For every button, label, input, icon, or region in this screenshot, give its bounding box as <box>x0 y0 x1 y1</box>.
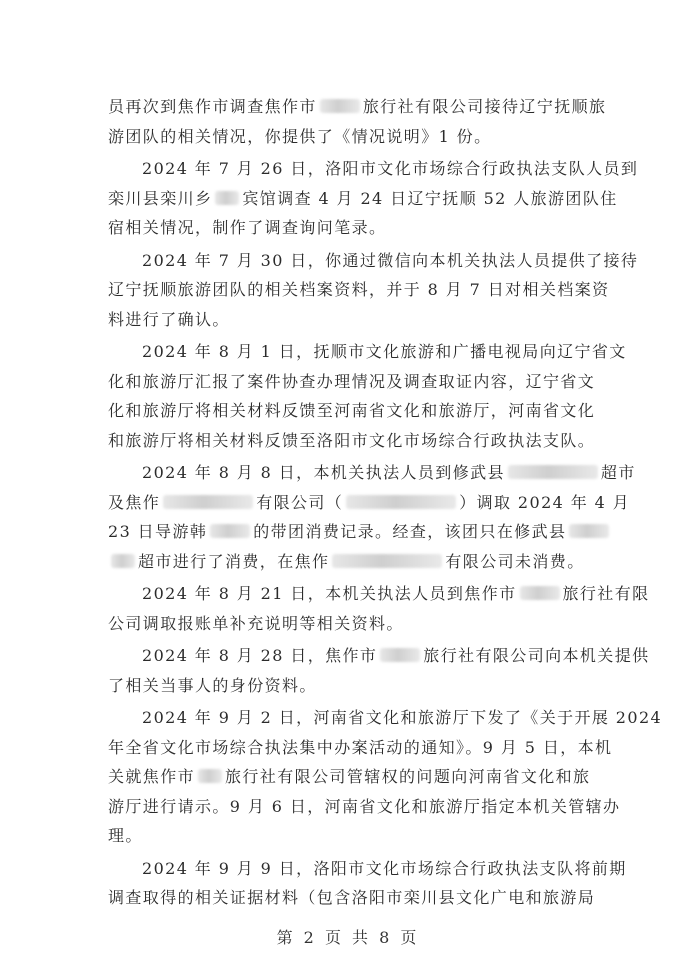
text-segment: 2024 年 9 月 2 日，河南省文化和旅游厅下发了《关于开展 2024 <box>142 708 663 727</box>
text-line <box>108 547 638 577</box>
paragraph <box>108 458 638 576</box>
text-segment: 员再次到焦作市调查焦作市 <box>108 97 317 116</box>
text-segment: 及焦作 <box>108 492 161 512</box>
redaction-blur <box>332 554 442 568</box>
paragraph <box>108 703 663 851</box>
text-segment: ）调取 2024 年 4 月 <box>459 492 631 512</box>
text-line <box>108 213 638 243</box>
text-segment: 理。 <box>108 826 143 845</box>
text-line <box>108 246 638 276</box>
text-segment: 23 日导游韩 <box>108 522 208 541</box>
redaction-blur <box>320 99 360 113</box>
redaction-blur <box>210 524 250 538</box>
text-line <box>108 792 638 822</box>
text-segment: 和旅游厅将相关材料反馈至洛阳市文化市场综合行政执法支队。 <box>108 430 596 450</box>
paragraph <box>108 854 638 913</box>
text-segment: 宿相关情况，制作了调查询问笔录。 <box>108 218 387 237</box>
text-segment: 旅行社有限 <box>562 584 650 603</box>
text-line <box>108 337 638 367</box>
paragraph <box>108 579 650 638</box>
text-line <box>108 396 638 426</box>
redaction-blur <box>520 586 560 600</box>
text-line <box>108 488 638 518</box>
text-line <box>108 426 638 456</box>
document-body <box>108 92 663 916</box>
text-segment: 年全省文化市场综合执法集中办案活动的通知》。9 月 5 日，本机 <box>108 737 613 757</box>
text-segment: 化和旅游厅汇报了案件协查办理情况及调查取证内容，辽宁省文 <box>108 371 596 391</box>
paragraph <box>108 337 638 455</box>
text-segment: 旅行社有限公司管辖权的问题向河南省文化和旅 <box>225 767 591 786</box>
text-segment: 有限公司未消费。 <box>445 551 585 571</box>
redaction-blur <box>569 524 609 538</box>
text-line <box>108 92 638 122</box>
text-segment: 料进行了确认。 <box>108 309 230 329</box>
paragraph <box>108 246 638 335</box>
text-segment: 2024 年 7 月 26 日，洛阳市文化市场综合行政执法支队人员到 <box>142 159 639 178</box>
text-segment: 超市 <box>600 463 636 482</box>
text-line <box>108 579 650 609</box>
text-segment: 游厅进行请示。9 月 6 日，河南省文化和旅游厅指定本机关管辖办 <box>108 796 621 816</box>
redaction-blur <box>163 495 253 509</box>
text-line <box>108 305 638 335</box>
text-line <box>108 854 638 884</box>
paragraph <box>108 641 650 700</box>
text-line <box>108 671 638 701</box>
text-line <box>108 641 650 671</box>
text-segment: 2024 年 9 月 9 日，洛阳市文化市场综合行政执法支队将前期 <box>142 858 627 878</box>
text-segment: 了相关当事人的身份资料。 <box>108 675 317 695</box>
redaction-blur <box>215 191 239 205</box>
text-segment: 的带团消费记录。经查，该团只在修武县 <box>253 522 567 541</box>
text-segment: 2024 年 7 月 30 日，你通过微信向本机关执法人员提供了接待 <box>142 250 639 270</box>
redaction-blur <box>508 465 598 479</box>
text-segment: 关就焦作市 <box>108 767 196 786</box>
text-segment: 2024 年 8 月 1 日，抚顺市文化旅游和广播电视局向辽宁省文 <box>142 342 627 361</box>
text-line <box>108 458 638 488</box>
text-segment: 化和旅游厅将相关材料反馈至河南省文化和旅游厅，河南省文化 <box>108 401 596 420</box>
text-segment: 旅行社有限公司向本机关提供 <box>423 646 650 665</box>
redaction-blur <box>198 769 222 783</box>
paragraph <box>108 92 638 151</box>
redaction-blur <box>111 554 135 568</box>
text-line <box>108 733 638 763</box>
text-segment: 栾川县栾川乡 <box>108 188 213 208</box>
text-segment: 2024 年 8 月 28 日，焦作市 <box>142 646 378 665</box>
text-segment: 辽宁抚顺旅游团队的相关档案资料，并于 8 月 7 日对相关档案资 <box>108 280 610 299</box>
text-segment: 2024 年 8 月 21 日，本机关执法人员到焦作市 <box>142 584 517 603</box>
text-segment: 宾馆调查 4 月 24 日辽宁抚顺 52 人旅游团队住 <box>242 188 618 208</box>
text-line <box>108 762 638 792</box>
redaction-blur <box>380 648 420 662</box>
paragraph <box>108 154 638 243</box>
text-segment: 调查取得的相关证据材料（包含洛阳市栾川县文化广电和旅游局 <box>108 888 596 907</box>
text-segment: 有限公司（ <box>256 492 344 512</box>
text-line <box>108 367 638 397</box>
text-line <box>108 275 638 305</box>
text-line <box>108 883 638 913</box>
text-line <box>108 821 638 851</box>
redaction-blur <box>346 495 456 509</box>
text-line <box>108 517 638 547</box>
text-line <box>108 184 638 214</box>
text-line <box>108 122 638 152</box>
text-segment: 公司调取报账单补充说明等相关资料。 <box>108 613 404 633</box>
text-segment: 旅行社有限公司接待辽宁抚顺旅 <box>362 97 607 116</box>
text-segment: 超市进行了消费，在焦作 <box>138 551 330 571</box>
page-footer: 第 2 页 共 8 页 <box>276 928 420 947</box>
text-line <box>108 154 638 184</box>
text-line <box>108 609 638 639</box>
text-line <box>108 703 663 733</box>
text-segment: 游团队的相关情况，你提供了《情况说明》1 份。 <box>108 126 492 146</box>
text-segment: 2024 年 8 月 8 日，本机关执法人员到修武县 <box>142 463 505 482</box>
